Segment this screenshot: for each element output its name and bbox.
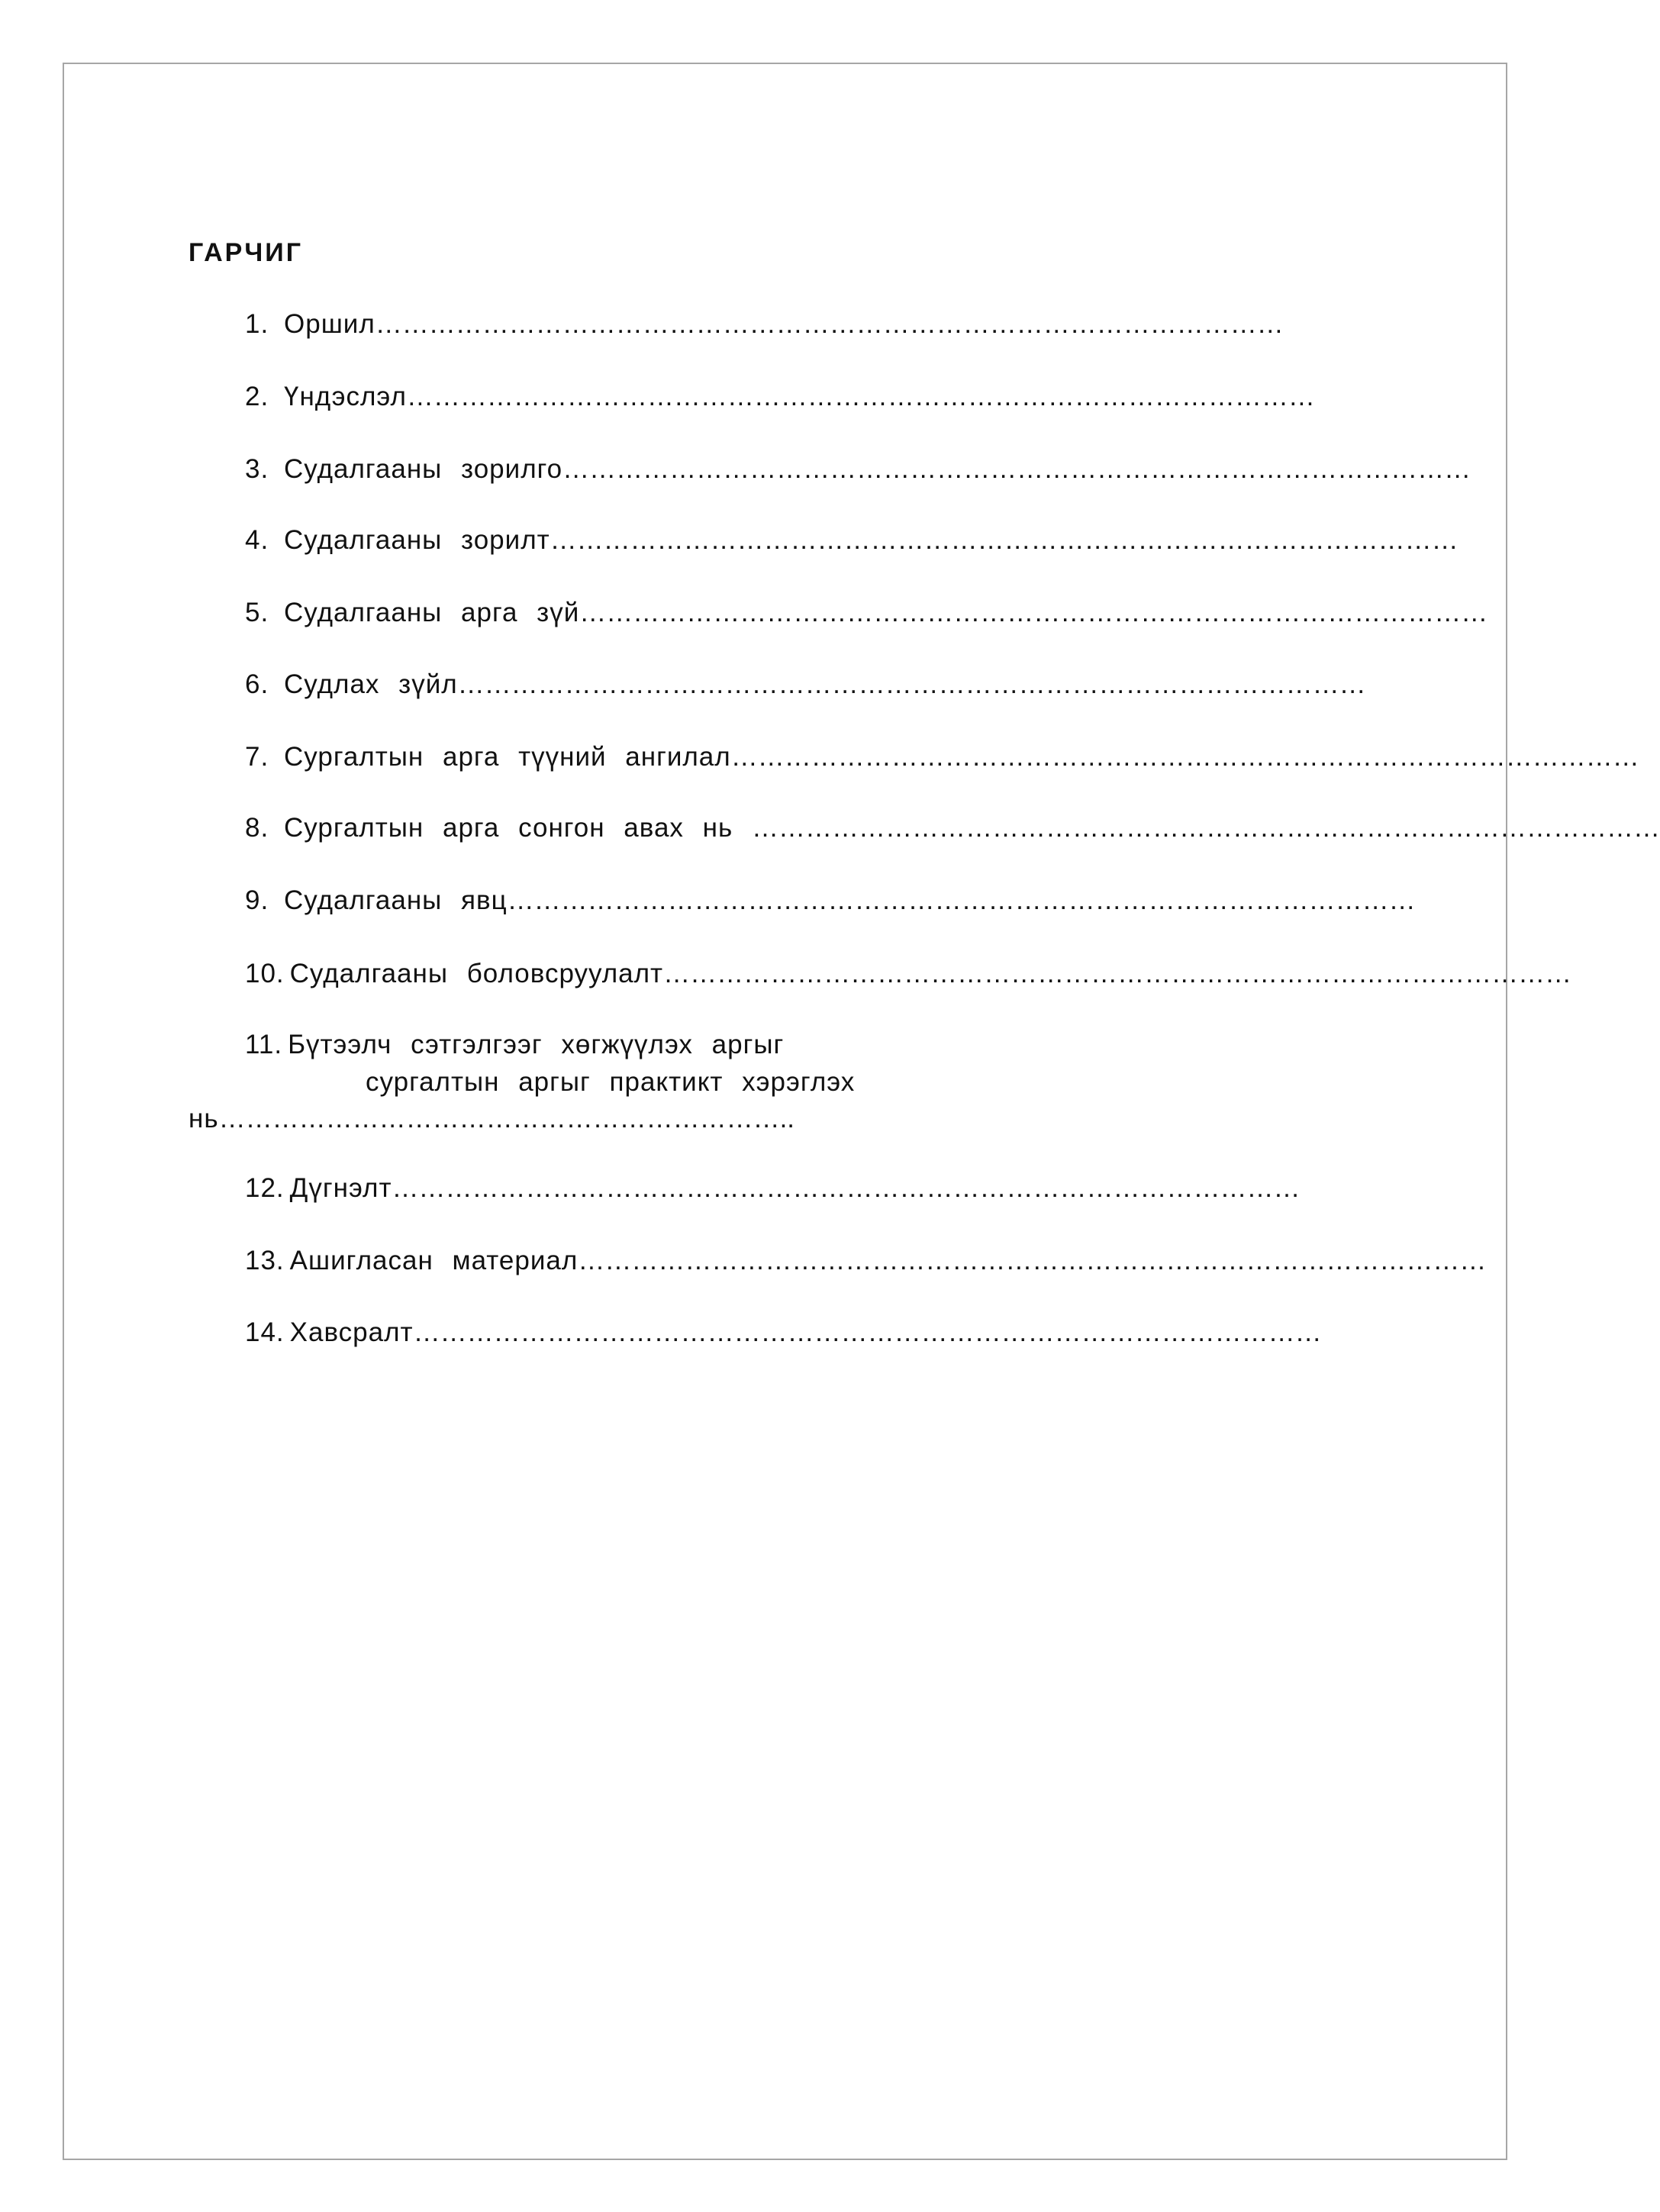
toc-item-number: 4. <box>245 525 269 555</box>
toc-item-label: Судлах зүйл <box>284 669 458 699</box>
toc-item-number: 8. <box>245 813 269 843</box>
toc-item-number: 13. <box>245 1246 285 1275</box>
toc-item-leader: ………………………………………………………………………………………… <box>507 885 1416 915</box>
toc-item-label: нь <box>189 1104 219 1133</box>
toc-item-label: Судалгааны зорилго <box>284 454 563 484</box>
toc-item-label: Үндэслэл <box>284 382 407 411</box>
toc-item-1 <box>245 309 1307 340</box>
toc-item-4 <box>245 525 1459 556</box>
toc-item-label: Ашигласан материал <box>289 1246 579 1275</box>
toc-item-10 <box>245 959 1572 989</box>
toc-item-leader: ………………………………………………………………………………………… <box>578 1246 1487 1275</box>
toc-item-leader: ………………………………………………………………………………………… <box>413 1317 1322 1347</box>
toc-item-label: Дүгнэлт <box>289 1173 392 1203</box>
toc-item-number: 7. <box>245 742 269 772</box>
toc-item-leader: ………………………………………………………………………………………… <box>562 454 1471 484</box>
toc-item-11-line-3 <box>189 1104 795 1134</box>
toc-item-number: 14. <box>245 1317 285 1347</box>
toc-item-label: Хавсралт <box>289 1317 414 1347</box>
toc-item-leader: ………………………………………………………………………………………… <box>730 742 1639 772</box>
toc-item-2 <box>245 382 1314 412</box>
toc-item-13 <box>245 1246 1487 1276</box>
toc-item-12 <box>245 1173 1349 1204</box>
toc-item-14 <box>245 1317 1322 1348</box>
toc-item-number: 2. <box>245 382 269 411</box>
toc-item-label: Оршил <box>284 309 376 339</box>
toc-item-leader: ………………………………………………………………………………………… <box>751 813 1660 843</box>
toc-item-leader: ………………………………………………………………………………………… <box>392 1173 1301 1203</box>
toc-item-label: Сургалтын арга сонгон авах нь <box>284 813 752 843</box>
toc-item-leader: ………………………………………………………………………………………… <box>375 309 1284 339</box>
toc-item-11-line-1 <box>245 1030 1008 1060</box>
toc-item-label: Бүтээлч сэтгэлгээг хөгжүүлэх аргыг <box>288 1030 785 1059</box>
toc-item-label: Судалгааны зорилт <box>284 525 550 555</box>
toc-item-6 <box>245 669 1366 700</box>
toc-item-number: 9. <box>245 885 269 915</box>
toc-item-leader: ………………………………………………………………………………………… <box>579 598 1488 627</box>
toc-item-8 <box>245 813 1660 843</box>
toc-item-leader: ………………………………………………………………………………………… <box>406 382 1315 411</box>
toc-item-number: 5. <box>245 598 269 627</box>
toc-item-leader: ………………………………………………………………………………………… <box>550 525 1459 555</box>
toc-item-number: 11. <box>245 1030 283 1059</box>
toc-item-number: 6. <box>245 669 269 699</box>
toc-item-7 <box>245 742 1639 772</box>
toc-item-number: 3. <box>245 454 269 484</box>
toc-item-11-line-2 <box>366 1067 1052 1098</box>
toc-item-3 <box>245 454 1471 485</box>
toc-item-number: 12. <box>245 1173 285 1203</box>
toc-item-leader: ………………………………………………………………………………………… <box>663 959 1572 988</box>
toc-item-number: 1. <box>245 309 269 339</box>
toc-item-label: Судалгааны явц <box>284 885 508 915</box>
toc-item-label: Судалгааны арга зүй <box>284 598 580 627</box>
toc-item-leader: ……………………………………………………….. <box>218 1104 795 1133</box>
toc-item-number: 10. <box>245 959 285 988</box>
toc-item-label: Сургалтын арга түүний ангилал <box>284 742 731 772</box>
toc-item-label: сургалтын аргыг практикт хэрэглэх <box>366 1067 856 1097</box>
page-title: ГАРЧИГ <box>189 238 303 267</box>
toc-item-5 <box>245 598 1488 628</box>
toc-item-leader: ………………………………………………………………………………………… <box>457 669 1366 699</box>
toc-item-label: Судалгааны боловсруулалт <box>289 959 664 988</box>
toc-item-9 <box>245 885 1416 916</box>
